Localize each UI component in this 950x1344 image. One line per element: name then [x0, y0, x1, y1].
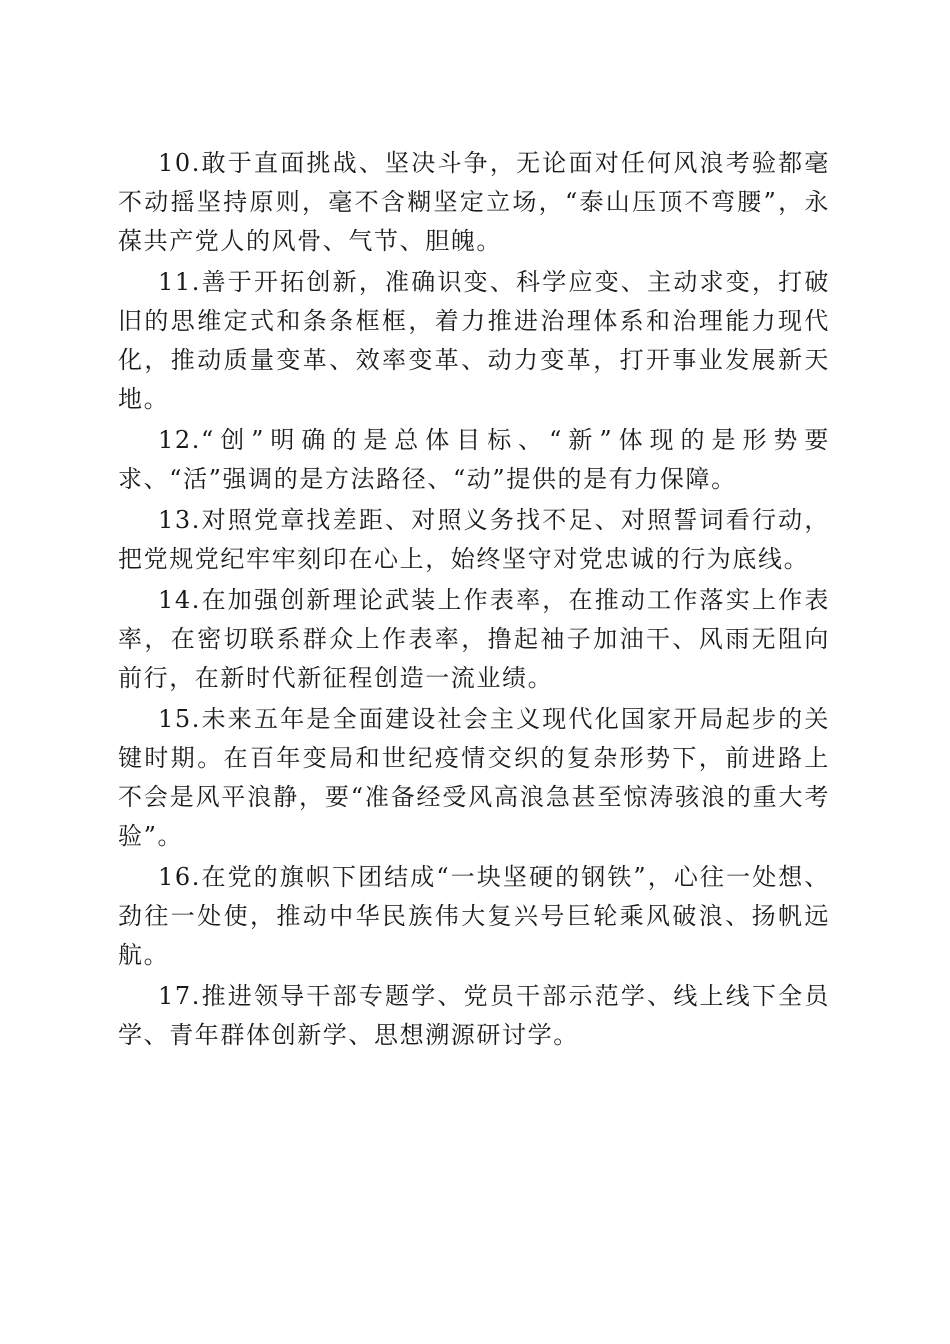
paragraph-10: 10.敢于直面挑战、坚决斗争，无论面对任何风浪考验都毫不动摇坚持原则，毫不含糊坚定立场，“泰山压顶不弯腰”，永葆共产党人的风骨、气节、胆魄。 — [118, 149, 830, 255]
paragraph-16: 16.在党的旗帜下团结成“一块坚硬的钢铁”，心往一处想、劲往一处使，推动中华民族伟大复兴号巨轮乘风破浪、扬帆远航。 — [118, 863, 830, 969]
paragraph-17: 17.推进领导干部专题学、党员干部示范学、线上线下全员学、青年群体创新学、思想溯源研讨学。 — [118, 982, 830, 1049]
paragraph-12: 12.“创”明确的是总体目标、“新”体现的是形势要求、“活”强调的是方法路径、“动”提供的是有力保障。 — [118, 426, 830, 493]
paragraph-11: 11.善于开拓创新，准确识变、科学应变、主动求变，打破旧的思维定式和条条框框，着力推进治理体系和治理能力现代化，推动质量变革、效率变革、动力变革，打开事业发展新天地。 — [118, 268, 830, 413]
document-body — [118, 144, 830, 1057]
paragraph-15: 15.未来五年是全面建设社会主义现代化国家开局起步的关键时期。在百年变局和世纪疫情交织的复杂形势下，前进路上不会是风平浪静，要“准备经受风高浪急甚至惊涛骇浪的重大考验”。 — [118, 705, 830, 850]
paragraph-13: 13.对照党章找差距、对照义务找不足、对照誓词看行动，把党规党纪牢牢刻印在心上，始终坚守对党忠诚的行为底线。 — [118, 506, 830, 573]
paragraph-14: 14.在加强创新理论武装上作表率，在推动工作落实上作表率，在密切联系群众上作表率，撸起袖子加油干、风雨无阻向前行，在新时代新征程创造一流业绩。 — [118, 586, 830, 692]
